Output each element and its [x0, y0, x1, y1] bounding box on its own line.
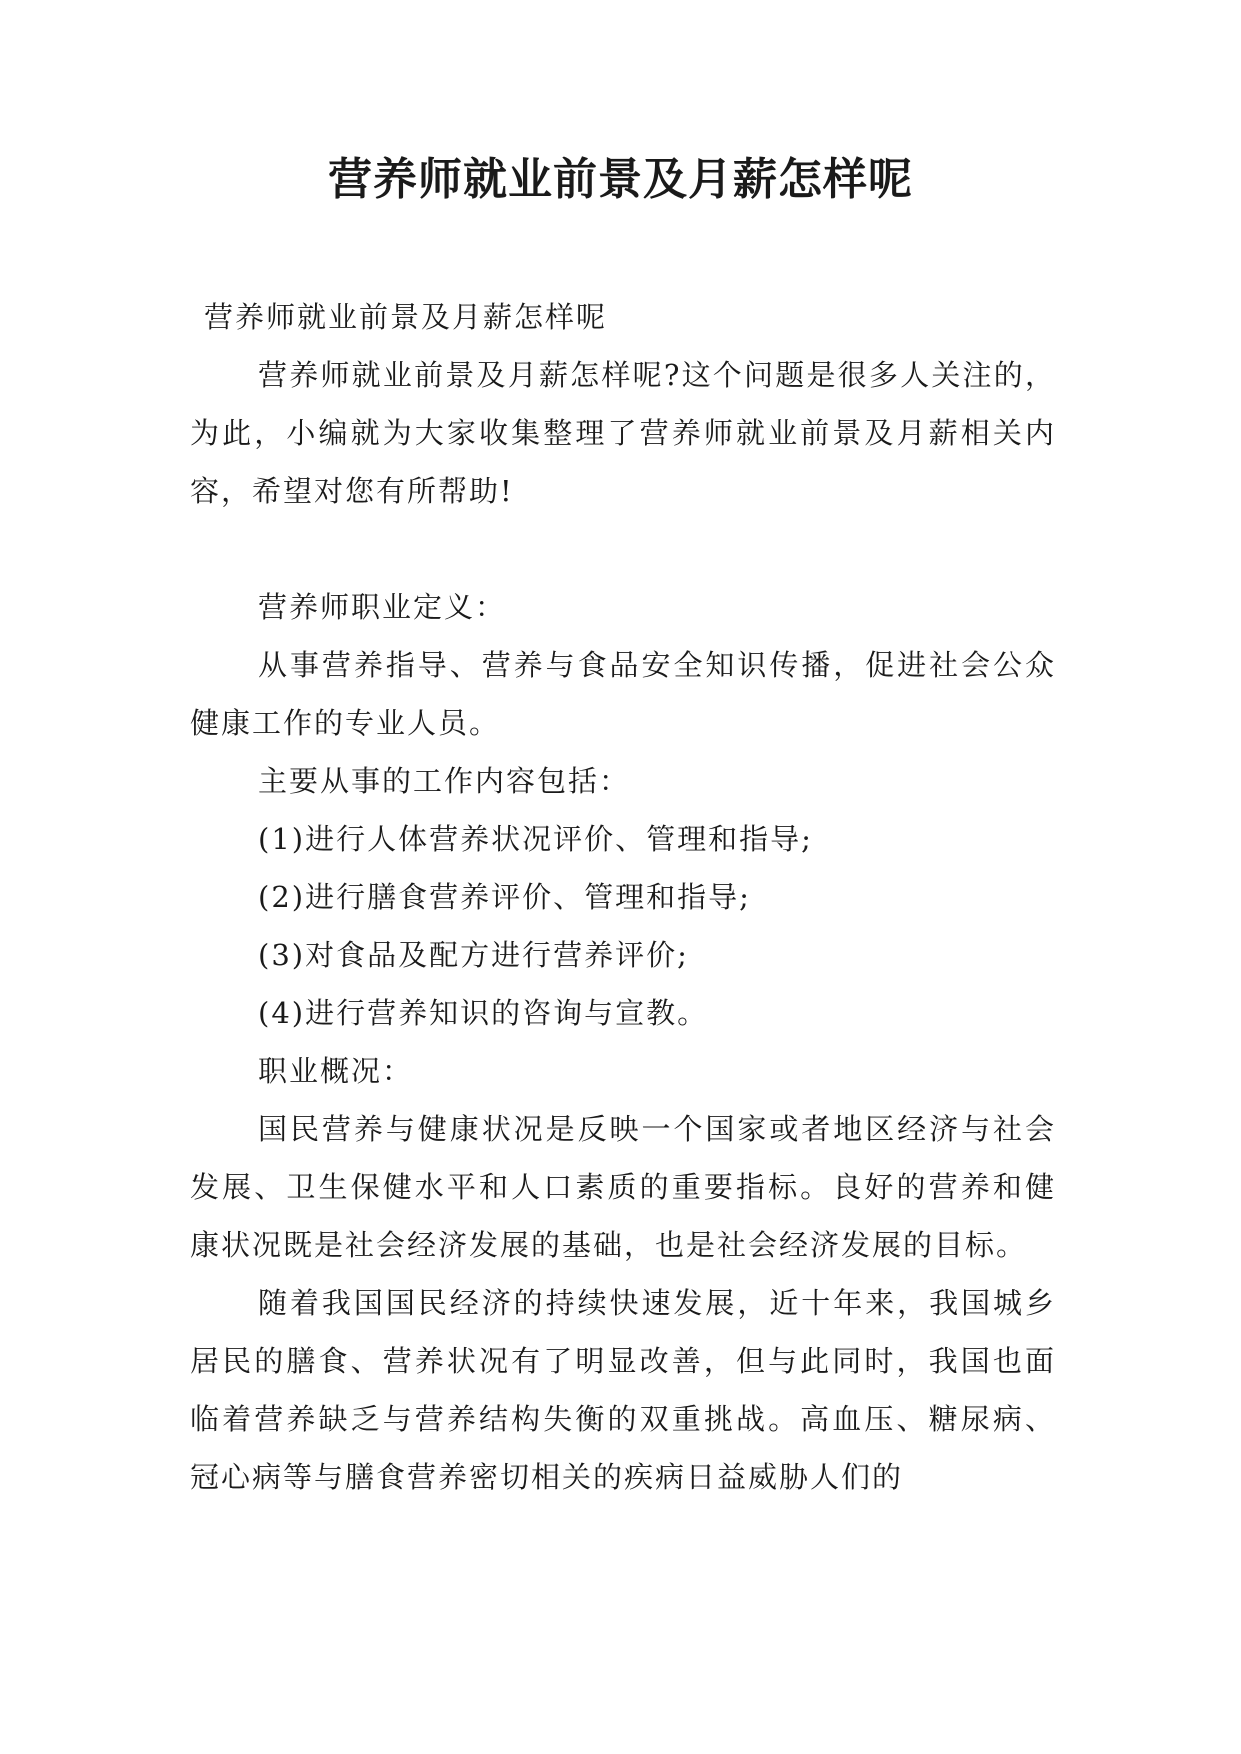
document-title: 营养师就业前景及月薪怎样呢 [328, 154, 913, 205]
work-item: (1)进行人体营养状况评价、管理和指导; [258, 822, 813, 856]
document-subtitle: 营养师就业前景及月薪怎样呢 [204, 300, 608, 334]
definition-heading: 营养师职业定义： [258, 590, 507, 624]
work-item: (2)进行膳食营养评价、管理和指导; [258, 880, 751, 914]
paragraph-spacer [190, 520, 1056, 578]
document-body [190, 288, 1056, 1506]
overview-heading: 职业概况： [258, 1054, 414, 1088]
definition-paragraph: 从事营养指导、营养与食品安全知识传播，促进社会公众健康工作的专业人员。 [190, 648, 1056, 740]
work-item: (4)进行营养知识的咨询与宣教。 [258, 996, 709, 1030]
work-item: (3)对食品及配方进行营养评价; [258, 938, 689, 972]
overview-paragraph-2: 随着我国国民经济的持续快速发展，近十年来，我国城乡居民的膳食、营养状况有了明显改善，但与此同时，我国也面临着营养缺乏与营养结构失衡的双重挑战。高血压、糖尿病、冠心病等与膳食营养密切相关的疾病日益威胁人们的 [190, 1286, 1056, 1494]
overview-paragraph-1: 国民营养与健康状况是反映一个国家或者地区经济与社会发展、卫生保健水平和人口素质的重要指标。良好的营养和健康状况既是社会经济发展的基础，也是社会经济发展的目标。 [190, 1112, 1056, 1262]
work-heading: 主要从事的工作内容包括： [258, 764, 631, 798]
intro-paragraph: 营养师就业前景及月薪怎样呢?这个问题是很多人关注的，为此，小编就为大家收集整理了营养师就业前景及月薪相关内容，希望对您有所帮助! [190, 358, 1056, 508]
